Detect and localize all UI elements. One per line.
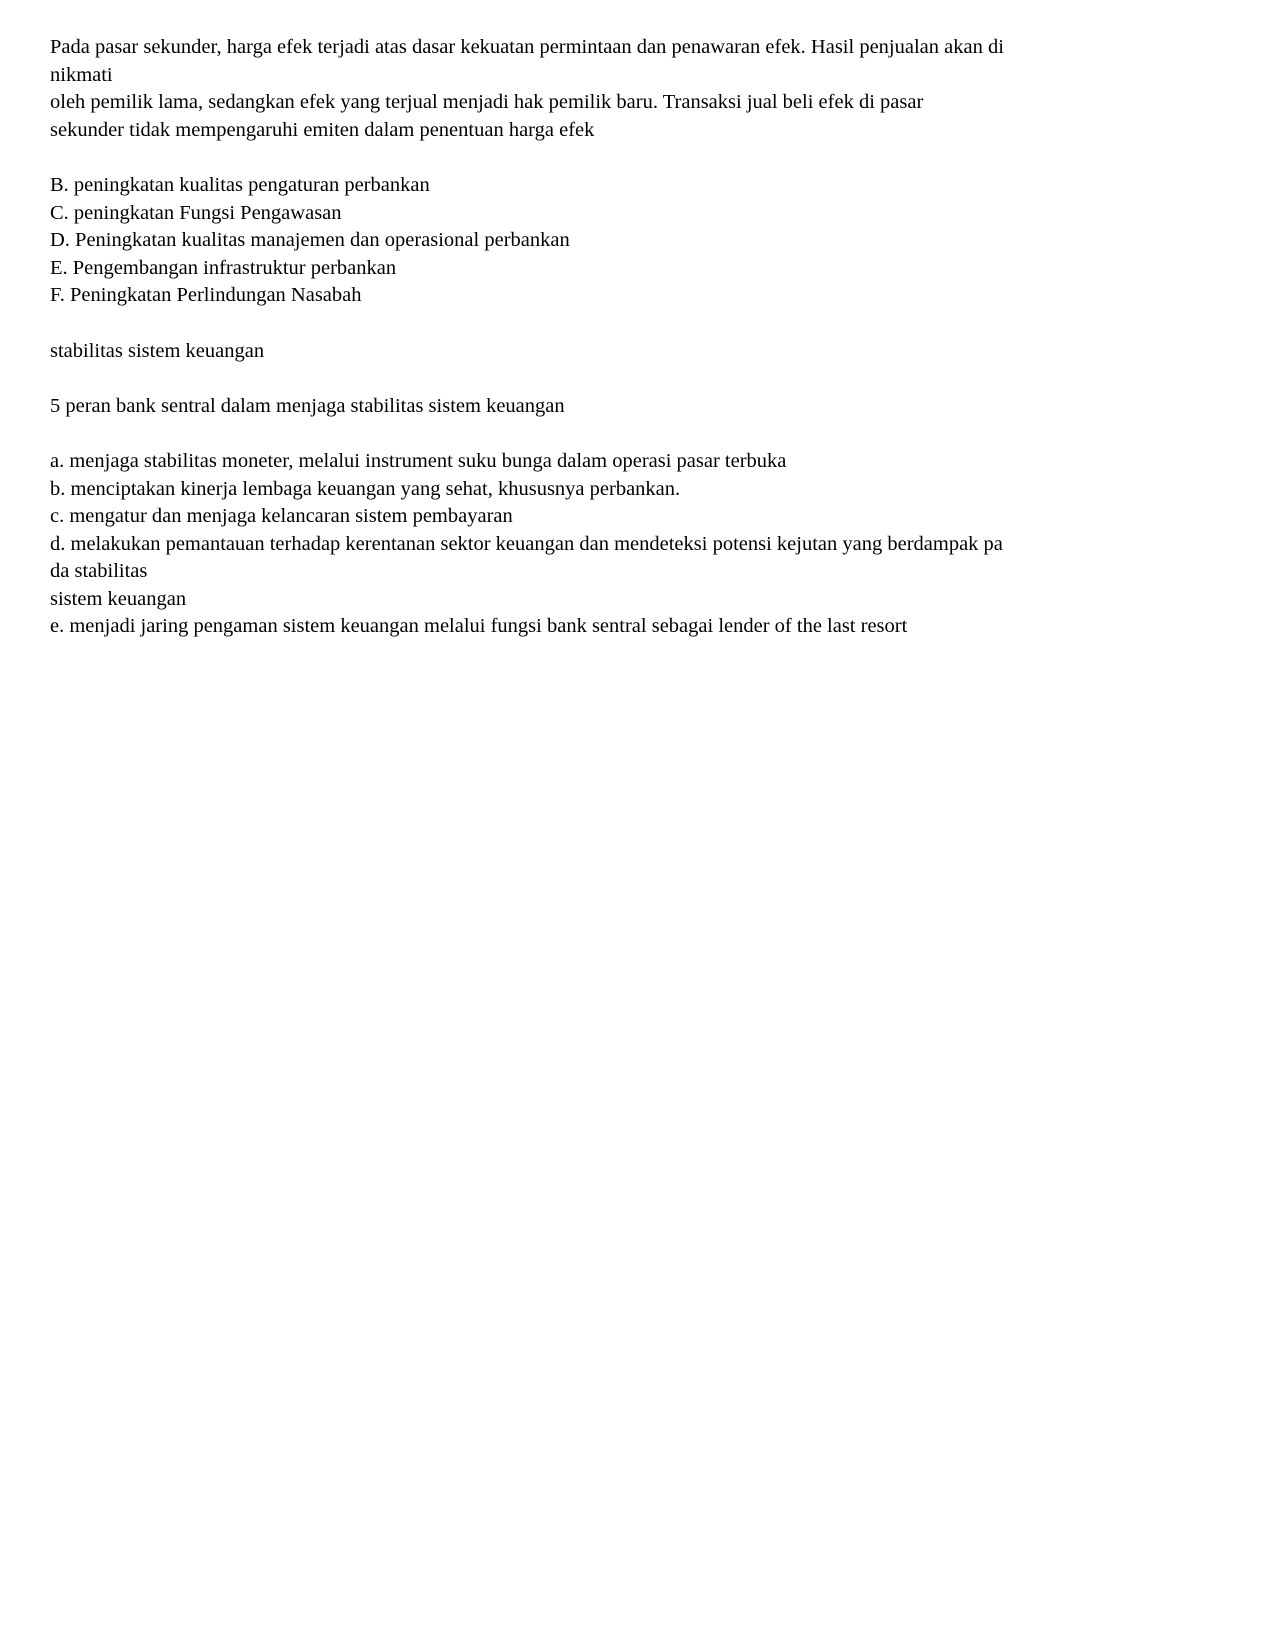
list-item: F. Peningkatan Perlindungan Nasabah bbox=[50, 284, 362, 307]
list-item: e. menjadi jaring pengaman sistem keuangan melalui fungsi bank sentral sebagai lender of the last resort bbox=[50, 615, 908, 638]
text-line: nikmati bbox=[50, 63, 113, 86]
list-item: d. melakukan pemantauan terhadap kerentanan sektor keuangan dan mendeteksi potensi kejutan yang berdampak pa bbox=[50, 532, 1003, 555]
list-a-to-e bbox=[50, 448, 1223, 641]
list-item: D. Peningkatan kualitas manajemen dan operasional perbankan bbox=[50, 229, 570, 252]
list-item: E. Pengembangan infrastruktur perbankan bbox=[50, 256, 397, 279]
heading-stabilitas bbox=[50, 338, 1223, 366]
paragraph-spacer bbox=[50, 310, 1223, 338]
document-text-body bbox=[50, 34, 1223, 641]
text-line: oleh pemilik lama, sedangkan efek yang terjual menjadi hak pemilik baru. Transaksi jual beli efek di pasar bbox=[50, 91, 924, 114]
intro-paragraph bbox=[50, 34, 1223, 144]
list-item: C. peningkatan Fungsi Pengawasan bbox=[50, 201, 342, 224]
text-line: Pada pasar sekunder, harga efek terjadi atas dasar kekuatan permintaan dan penawaran efek. Hasil penjualan akan di bbox=[50, 36, 1004, 58]
paragraph-spacer bbox=[50, 420, 1223, 448]
list-item: b. menciptakan kinerja lembaga keuangan yang sehat, khususnya perbankan. bbox=[50, 477, 681, 500]
list-item-continuation: sistem keuangan bbox=[50, 587, 187, 610]
list-item: a. menjaga stabilitas moneter, melalui instrument suku bunga dalam operasi pasar terbuka bbox=[50, 449, 787, 472]
text-line: sekunder tidak mempengaruhi emiten dalam penentuan harga efek bbox=[50, 118, 595, 141]
list-item: c. mengatur dan menjaga kelancaran sistem pembayaran bbox=[50, 505, 513, 528]
text-line: 5 peran bank sentral dalam menjaga stabilitas sistem keuangan bbox=[50, 394, 565, 417]
list-item-continuation: da stabilitas bbox=[50, 560, 148, 583]
list-b-to-f bbox=[50, 172, 1223, 310]
paragraph-spacer bbox=[50, 144, 1223, 172]
list-item: B. peningkatan kualitas pengaturan perbankan bbox=[50, 173, 430, 196]
heading-5-peran bbox=[50, 393, 1223, 421]
text-line: stabilitas sistem keuangan bbox=[50, 339, 265, 362]
paragraph-spacer bbox=[50, 365, 1223, 393]
